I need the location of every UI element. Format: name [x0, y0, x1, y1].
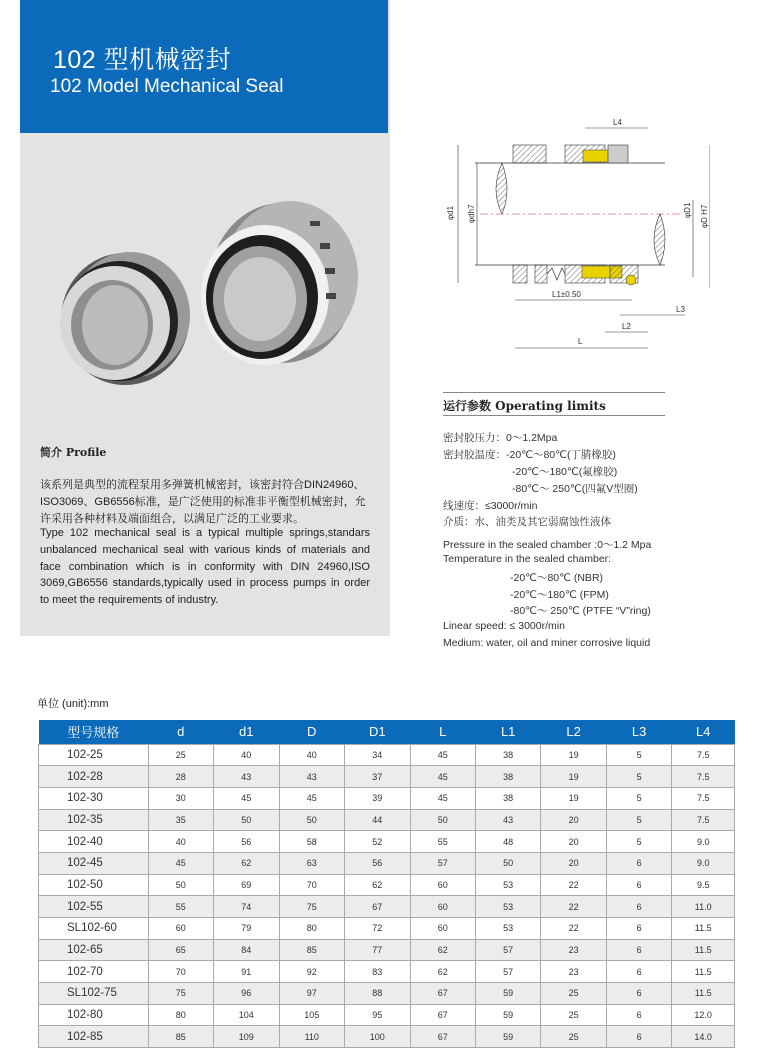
- value-cell: 35: [148, 809, 213, 831]
- op-en-temp: Temperature in the sealed chamber:: [443, 553, 612, 565]
- value-cell: 67: [410, 1004, 475, 1026]
- value-cell: 40: [214, 744, 280, 766]
- value-cell: 85: [148, 1026, 213, 1048]
- value-cell: 60: [410, 918, 475, 940]
- table-row: [39, 1026, 735, 1048]
- value-cell: 69: [214, 874, 280, 896]
- value-cell: 67: [410, 983, 475, 1005]
- value-cell: 22: [541, 918, 606, 940]
- value-cell: 43: [279, 766, 345, 788]
- table-row: [39, 766, 735, 788]
- column-header: L2: [541, 720, 606, 744]
- value-cell: 57: [410, 852, 475, 874]
- model-cell: 102-50: [39, 874, 149, 896]
- column-header: L1: [475, 720, 540, 744]
- value-cell: 45: [279, 787, 345, 809]
- column-header: 型号规格: [39, 720, 149, 744]
- label-L: L: [578, 337, 583, 346]
- value-cell: 77: [345, 939, 411, 961]
- value-cell: 6: [606, 918, 671, 940]
- model-cell: 102-40: [39, 831, 149, 853]
- value-cell: 50: [214, 809, 280, 831]
- model-cell: 102-28: [39, 766, 149, 788]
- value-cell: 9.5: [672, 874, 735, 896]
- value-cell: 22: [541, 896, 606, 918]
- value-cell: 75: [148, 983, 213, 1005]
- column-header: L4: [672, 720, 735, 744]
- value-cell: 25: [541, 1026, 606, 1048]
- table-row: [39, 896, 735, 918]
- op-en-temp-fpm: -20℃～180℃ (FPM): [510, 589, 609, 601]
- value-cell: 60: [148, 918, 213, 940]
- value-cell: 5: [606, 809, 671, 831]
- value-cell: 88: [345, 983, 411, 1005]
- value-cell: 50: [279, 809, 345, 831]
- value-cell: 45: [410, 787, 475, 809]
- value-cell: 23: [541, 961, 606, 983]
- op-en-temp-ptfe: -80℃～ 250℃ (PTFE “V”ring): [510, 605, 651, 617]
- value-cell: 62: [410, 939, 475, 961]
- value-cell: 7.5: [672, 766, 735, 788]
- value-cell: 6: [606, 1026, 671, 1048]
- value-cell: 79: [214, 918, 280, 940]
- value-cell: 85: [279, 939, 345, 961]
- value-cell: 67: [410, 1026, 475, 1048]
- value-cell: 63: [279, 852, 345, 874]
- value-cell: 95: [345, 1004, 411, 1026]
- value-cell: 43: [475, 809, 540, 831]
- table-header-row: [39, 720, 735, 744]
- value-cell: 11.5: [672, 939, 735, 961]
- value-cell: 55: [148, 896, 213, 918]
- label-dh7: φdh7: [467, 204, 476, 223]
- value-cell: 6: [606, 896, 671, 918]
- value-cell: 25: [541, 983, 606, 1005]
- value-cell: 57: [475, 961, 540, 983]
- value-cell: 11.5: [672, 918, 735, 940]
- column-header: L3: [606, 720, 671, 744]
- value-cell: 52: [345, 831, 411, 853]
- table-row: [39, 744, 735, 766]
- column-header: d1: [214, 720, 280, 744]
- model-cell: 102-70: [39, 961, 149, 983]
- op-cn-temp-3: -80℃～ 250℃(四氟V型圈): [512, 483, 638, 495]
- seal-dimension-diagram: [420, 110, 710, 360]
- model-cell: 102-25: [39, 744, 149, 766]
- value-cell: 19: [541, 766, 606, 788]
- value-cell: 25: [148, 744, 213, 766]
- value-cell: 80: [148, 1004, 213, 1026]
- value-cell: 91: [214, 961, 280, 983]
- value-cell: 19: [541, 787, 606, 809]
- value-cell: 59: [475, 983, 540, 1005]
- value-cell: 74: [214, 896, 280, 918]
- value-cell: 6: [606, 961, 671, 983]
- value-cell: 56: [345, 852, 411, 874]
- value-cell: 58: [279, 831, 345, 853]
- value-cell: 60: [410, 896, 475, 918]
- value-cell: 55: [410, 831, 475, 853]
- value-cell: 12.0: [672, 1004, 735, 1026]
- model-cell: 102-45: [39, 852, 149, 874]
- value-cell: 67: [345, 896, 411, 918]
- rotating-seal-image: [201, 201, 358, 365]
- divider: [443, 415, 665, 416]
- page-title-cn: 102 型机械密封: [53, 46, 232, 74]
- value-cell: 6: [606, 939, 671, 961]
- profile-text-cn: 该系列是典型的流程泵用多弹簧机械密封，该密封符合DIN24960、ISO3069、GB6556标准，是广泛使用的标准非平衡型机械密封，允许采用各种材料及端面组合，以满足广泛的工业要求。: [40, 479, 366, 525]
- value-cell: 50: [148, 874, 213, 896]
- value-cell: 84: [214, 939, 280, 961]
- value-cell: 53: [475, 874, 540, 896]
- value-cell: 34: [345, 744, 411, 766]
- label-L1: L1±0.50: [552, 290, 581, 299]
- value-cell: 60: [410, 874, 475, 896]
- stationary-ring-image: [60, 252, 190, 385]
- model-cell: 102-55: [39, 896, 149, 918]
- value-cell: 70: [148, 961, 213, 983]
- product-photo: [20, 133, 388, 433]
- value-cell: 38: [475, 744, 540, 766]
- value-cell: 62: [214, 852, 280, 874]
- value-cell: 14.0: [672, 1026, 735, 1048]
- value-cell: 7.5: [672, 787, 735, 809]
- value-cell: 6: [606, 874, 671, 896]
- unit-label: 单位 (unit):mm: [37, 698, 109, 710]
- model-cell: SL102-75: [39, 983, 149, 1005]
- divider: [443, 392, 665, 393]
- table-row: [39, 1004, 735, 1026]
- value-cell: 6: [606, 852, 671, 874]
- column-header: D1: [345, 720, 411, 744]
- value-cell: 75: [279, 896, 345, 918]
- operating-limits-heading: 运行参数 Operating limits: [443, 399, 606, 413]
- op-cn-temp: 密封胶温度：-20℃～80℃(丁腈橡胶): [443, 449, 616, 461]
- table-row: [39, 983, 735, 1005]
- value-cell: 70: [279, 874, 345, 896]
- shaft-outline: [475, 163, 682, 265]
- value-cell: 57: [475, 939, 540, 961]
- table-row: [39, 874, 735, 896]
- op-en-medium: Medium: water, oil and miner corrosive liquid: [443, 637, 651, 649]
- value-cell: 109: [214, 1026, 280, 1048]
- model-cell: 102-80: [39, 1004, 149, 1026]
- value-cell: 7.5: [672, 744, 735, 766]
- spec-table: [38, 720, 735, 1048]
- value-cell: 40: [279, 744, 345, 766]
- value-cell: 62: [410, 961, 475, 983]
- label-L4: L4: [613, 118, 622, 127]
- value-cell: 43: [214, 766, 280, 788]
- page-title-en: 102 Model Mechanical Seal: [50, 76, 284, 97]
- value-cell: 5: [606, 766, 671, 788]
- value-cell: 23: [541, 939, 606, 961]
- profile-text-en: Type 102 mechanical seal is a typical multiple springs,standars unbalanced mechanical seal with various kinds of materials and face combination which is in conformity with DIN 24960,ISO 3069,GB6556 standards,typically used in process pumps in order to meet the requirements of industry.: [40, 527, 370, 607]
- table-row: [39, 961, 735, 983]
- value-cell: 5: [606, 787, 671, 809]
- value-cell: 96: [214, 983, 280, 1005]
- value-cell: 56: [214, 831, 280, 853]
- column-header: d: [148, 720, 213, 744]
- model-cell: 102-35: [39, 809, 149, 831]
- value-cell: 38: [475, 787, 540, 809]
- table-row: [39, 852, 735, 874]
- value-cell: 45: [410, 766, 475, 788]
- value-cell: 100: [345, 1026, 411, 1048]
- op-en-temp-nbr: -20℃～80℃ (NBR): [510, 572, 604, 584]
- op-cn-temp-2: -20℃～180℃(氟橡胶): [512, 466, 618, 478]
- value-cell: 20: [541, 831, 606, 853]
- op-cn-medium: 介质：水、油类及其它弱腐蚀性液体: [443, 516, 611, 528]
- label-L3: L3: [676, 305, 685, 314]
- value-cell: 53: [475, 896, 540, 918]
- column-header: L: [410, 720, 475, 744]
- value-cell: 20: [541, 809, 606, 831]
- value-cell: 48: [475, 831, 540, 853]
- value-cell: 44: [345, 809, 411, 831]
- table-row: [39, 809, 735, 831]
- value-cell: 92: [279, 961, 345, 983]
- value-cell: 72: [345, 918, 411, 940]
- value-cell: 59: [475, 1026, 540, 1048]
- op-cn-speed: 线速度：≤3000r/min: [443, 500, 538, 512]
- model-cell: SL102-60: [39, 918, 149, 940]
- value-cell: 104: [214, 1004, 280, 1026]
- value-cell: 62: [345, 874, 411, 896]
- value-cell: 11.0: [672, 896, 735, 918]
- table-row: [39, 787, 735, 809]
- value-cell: 6: [606, 1004, 671, 1026]
- value-cell: 9.0: [672, 831, 735, 853]
- value-cell: 80: [279, 918, 345, 940]
- label-D1: φD1: [683, 202, 692, 218]
- value-cell: 45: [214, 787, 280, 809]
- value-cell: 6: [606, 983, 671, 1005]
- value-cell: 9.0: [672, 852, 735, 874]
- value-cell: 105: [279, 1004, 345, 1026]
- value-cell: 83: [345, 961, 411, 983]
- value-cell: 53: [475, 918, 540, 940]
- op-en-pressure: Pressure in the sealed chamber :0～1.2 Mpa: [443, 539, 652, 551]
- value-cell: 45: [148, 852, 213, 874]
- op-cn-pressure: 密封胶压力：0～1.2Mpa: [443, 432, 558, 444]
- table-row: [39, 918, 735, 940]
- value-cell: 38: [475, 766, 540, 788]
- label-DH7: φD H7: [700, 204, 709, 228]
- value-cell: 45: [410, 744, 475, 766]
- model-cell: 102-30: [39, 787, 149, 809]
- value-cell: 37: [345, 766, 411, 788]
- value-cell: 11.5: [672, 961, 735, 983]
- value-cell: 30: [148, 787, 213, 809]
- value-cell: 20: [541, 852, 606, 874]
- value-cell: 50: [475, 852, 540, 874]
- model-cell: 102-65: [39, 939, 149, 961]
- value-cell: 28: [148, 766, 213, 788]
- seal-section-bottom: [513, 265, 638, 285]
- title-band: [20, 0, 388, 133]
- value-cell: 40: [148, 831, 213, 853]
- label-d1: φd1: [446, 205, 455, 220]
- value-cell: 5: [606, 831, 671, 853]
- value-cell: 25: [541, 1004, 606, 1026]
- model-cell: 102-85: [39, 1026, 149, 1048]
- value-cell: 7.5: [672, 809, 735, 831]
- value-cell: 65: [148, 939, 213, 961]
- value-cell: 39: [345, 787, 411, 809]
- profile-heading: 简介 Profile: [40, 446, 107, 459]
- value-cell: 11.5: [672, 983, 735, 1005]
- column-header: D: [279, 720, 345, 744]
- value-cell: 5: [606, 744, 671, 766]
- table-row: [39, 939, 735, 961]
- value-cell: 50: [410, 809, 475, 831]
- value-cell: 19: [541, 744, 606, 766]
- label-L2: L2: [622, 322, 631, 331]
- value-cell: 97: [279, 983, 345, 1005]
- table-row: [39, 831, 735, 853]
- value-cell: 22: [541, 874, 606, 896]
- value-cell: 59: [475, 1004, 540, 1026]
- seal-section-top: [513, 145, 628, 163]
- value-cell: 110: [279, 1026, 345, 1048]
- op-en-speed: Linear speed: ≤ 3000r/min: [443, 620, 565, 632]
